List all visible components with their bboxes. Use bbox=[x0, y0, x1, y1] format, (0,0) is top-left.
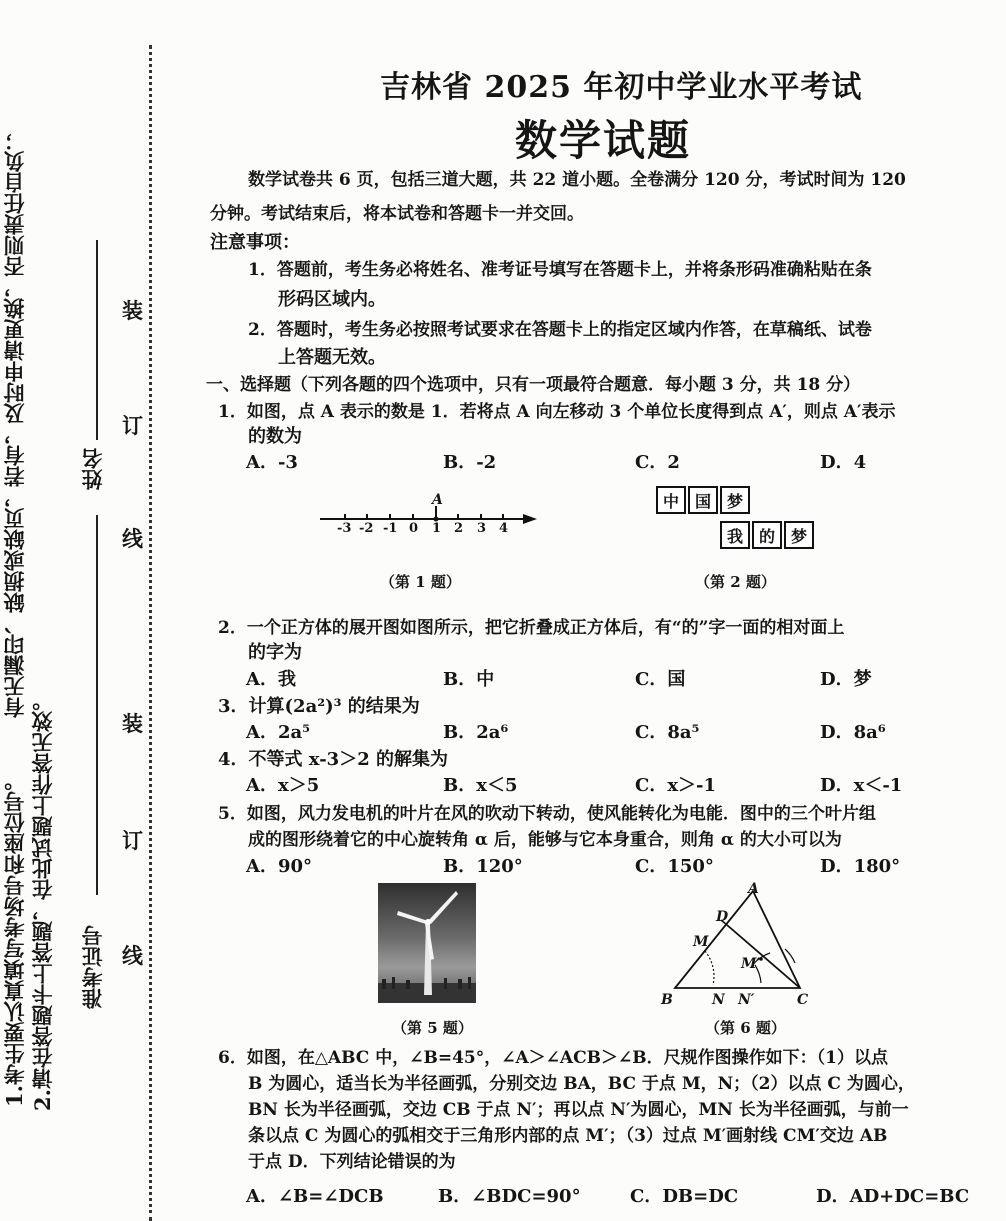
q1-option-a: A．-3 bbox=[246, 452, 298, 473]
q6-option-a: A．∠B=∠DCB bbox=[246, 1186, 384, 1207]
q6-triangle-figure bbox=[655, 883, 815, 1013]
note-2-line-2: 上答题无效。 bbox=[278, 347, 386, 368]
q2-stem-line-2: 的字为 bbox=[248, 642, 302, 663]
q6-label-c: C bbox=[797, 992, 809, 1008]
q2-net-cell: 梦 bbox=[720, 486, 750, 514]
q6-stem-line-4: 条以点 C 为圆心的弧相交于三角形内部的点 M′；（3）过点 M′画射线 CM′交边 AB bbox=[248, 1126, 888, 1146]
q6-stem-line-2: B 为圆心，适当长为半径画弧，分别交边 BA，BC 于点 M，N；（2）以点 C 为圆心， bbox=[248, 1074, 915, 1094]
intro-line-1: 数学试卷共 6 页，包括三道大题，共 22 道小题。全卷满分 120 分，考试时间为 120 bbox=[248, 170, 906, 190]
q5-stem-line-2: 成的图形绕着它的中心旋转角 α 后，能够与它本身重合，则角 α 的大小可以为 bbox=[248, 830, 842, 850]
wind-turbine-icon bbox=[378, 883, 476, 1003]
q4-option-d: D．x＜-1 bbox=[820, 775, 903, 796]
binding-mark-4: 装 bbox=[122, 711, 143, 736]
q1-point-a-label: A bbox=[432, 492, 443, 508]
q1-tick-label: 0 bbox=[409, 521, 419, 536]
q6-label-m: M bbox=[693, 934, 709, 950]
exam-title: 吉林省 2025 年初中学业水平考试 bbox=[380, 70, 863, 105]
q5-stem-line-1: 5．如图，风力发电机的叶片在风的吹动下转动，使风能转化为电能．图中的三个叶片组 bbox=[218, 804, 876, 824]
q2-option-d: D．梦 bbox=[820, 669, 872, 690]
q5-option-c: C．150° bbox=[635, 856, 714, 877]
q2-net-cell: 我 bbox=[720, 521, 750, 549]
q5-option-a: A．90° bbox=[246, 856, 313, 877]
q6-option-b: B．∠BDC=90° bbox=[438, 1186, 581, 1207]
q4-option-c: C．x＞-1 bbox=[635, 775, 717, 796]
q5-option-d: D．180° bbox=[820, 856, 901, 877]
q6-stem-line-1: 6．如图，在△ABC 中，∠B=45°，∠A＞∠ACB＞∠B．尺规作图操作如下：（1）以点 bbox=[218, 1048, 888, 1068]
binding-mark-5: 订 bbox=[122, 828, 143, 853]
q3-stem: 3．计算(2a²)³ 的结果为 bbox=[218, 696, 420, 717]
q2-option-c: C．国 bbox=[635, 669, 686, 690]
q1-stem-line-1: 1．如图，点 A 表示的数是 1．若将点 A 向左移动 3 个单位长度得到点 A′，则点 A′表示 bbox=[218, 402, 896, 422]
q2-net-cell: 中 bbox=[656, 486, 686, 514]
binding-mark-3: 线 bbox=[122, 526, 143, 551]
q3-option-c: C．8a⁵ bbox=[635, 722, 700, 743]
q6-label-d: D bbox=[716, 909, 729, 925]
q4-stem: 4．不等式 x-3＞2 的解集为 bbox=[218, 749, 448, 770]
exam-no-field-label: 准考证号 bbox=[80, 925, 105, 1009]
q2-stem-line-1: 2．一个正方体的展开图如图所示，把它折叠成正方体后，有“的”字一面的相对面上 bbox=[218, 618, 845, 638]
q1-tick-label: 4 bbox=[499, 521, 509, 536]
name-field-line-lower bbox=[96, 515, 98, 895]
margin-notice-upper: 有无漏印、缺损或缺页，若有，及时申请更换，否则责任自负； bbox=[2, 130, 27, 718]
q1-tick-label: -3 bbox=[337, 521, 352, 536]
q6-stem-line-3: BN 长为半径画弧，交边 CB 于点 N′；再以点 N′为圆心，MN 长为半径画弧，与前一 bbox=[248, 1100, 909, 1120]
q6-option-c: C．DB=DC bbox=[630, 1186, 739, 1207]
name-field-label: 姓名 bbox=[80, 448, 105, 490]
binding-mark-1: 装 bbox=[122, 298, 143, 323]
q6-label-n-prime: N′ bbox=[738, 992, 755, 1008]
q3-option-b: B．2a⁶ bbox=[443, 722, 509, 743]
q1-tick-label: 3 bbox=[477, 521, 487, 536]
binding-mark-2: 订 bbox=[122, 413, 143, 438]
q1-option-b: B．-2 bbox=[443, 452, 497, 473]
margin-note-line-2: 2.请在答题卡上答题，在此试题上作答无效。 bbox=[30, 690, 55, 1111]
q4-option-b: B．x＜5 bbox=[443, 775, 518, 796]
section-1-heading: 一、选择题（下列各题的四个选项中，只有一项最符合题意．每小题 3 分，共 18 分） bbox=[206, 375, 861, 395]
q2-net-cell: 的 bbox=[752, 521, 782, 549]
q6-figure-caption: （第 6 题） bbox=[705, 1019, 786, 1037]
q4-option-a: A．x＞5 bbox=[246, 775, 320, 796]
q5-figure-caption: （第 5 题） bbox=[392, 1019, 473, 1037]
q1-stem-line-2: 的数为 bbox=[248, 426, 302, 447]
binding-dotted-line bbox=[149, 45, 152, 1221]
note-2-line-1: 2．答题时，考生务必按照考试要求在答题卡上的指定区域内作答，在草稿纸、试卷 bbox=[248, 320, 872, 340]
q6-label-m-prime: M′ bbox=[741, 956, 761, 972]
q1-figure-caption: （第 1 题） bbox=[380, 573, 461, 591]
q6-stem-line-5: 于点 D．下列结论错误的为 bbox=[248, 1152, 456, 1172]
notes-title: 注意事项： bbox=[210, 232, 300, 253]
q2-option-b: B．中 bbox=[443, 669, 495, 690]
q6-label-a: A bbox=[748, 881, 759, 897]
q6-label-b: B bbox=[661, 992, 673, 1008]
q3-option-d: D．8a⁶ bbox=[820, 722, 886, 743]
note-1-line-2: 形码区域内。 bbox=[278, 289, 386, 310]
q2-figure-caption: （第 2 题） bbox=[695, 573, 776, 591]
q2-option-a: A．我 bbox=[246, 669, 296, 690]
note-1-line-1: 1．答题前，考生务必将姓名、准考证号填写在答题卡上，并将条形码准确粘贴在条 bbox=[248, 260, 872, 280]
q5-wind-turbine-photo bbox=[378, 883, 476, 1003]
name-field-line bbox=[96, 240, 98, 440]
margin-note-line-1: 1.考生要认真填写考场号和座位号。 bbox=[2, 770, 27, 1107]
q1-tick-label: 2 bbox=[454, 521, 464, 536]
intro-line-2: 分钟。考试结束后，将本试卷和答题卡一并交回。 bbox=[210, 204, 584, 224]
q1-tick-label: -2 bbox=[359, 521, 374, 536]
q3-option-a: A．2a⁵ bbox=[246, 722, 311, 743]
binding-mark-6: 线 bbox=[122, 943, 143, 968]
q6-label-n: N bbox=[712, 992, 725, 1008]
q1-tick-label: -1 bbox=[383, 521, 398, 536]
subject-title: 数学试题 bbox=[515, 116, 692, 165]
q1-tick-label: 1 bbox=[432, 521, 442, 536]
q2-net-cell: 国 bbox=[688, 486, 718, 514]
q1-option-c: C．2 bbox=[635, 452, 680, 473]
q6-option-d: D．AD+DC=BC bbox=[816, 1186, 970, 1207]
q2-net-cell: 梦 bbox=[784, 521, 814, 549]
q1-option-d: D．4 bbox=[820, 452, 867, 473]
q5-option-b: B．120° bbox=[443, 856, 523, 877]
